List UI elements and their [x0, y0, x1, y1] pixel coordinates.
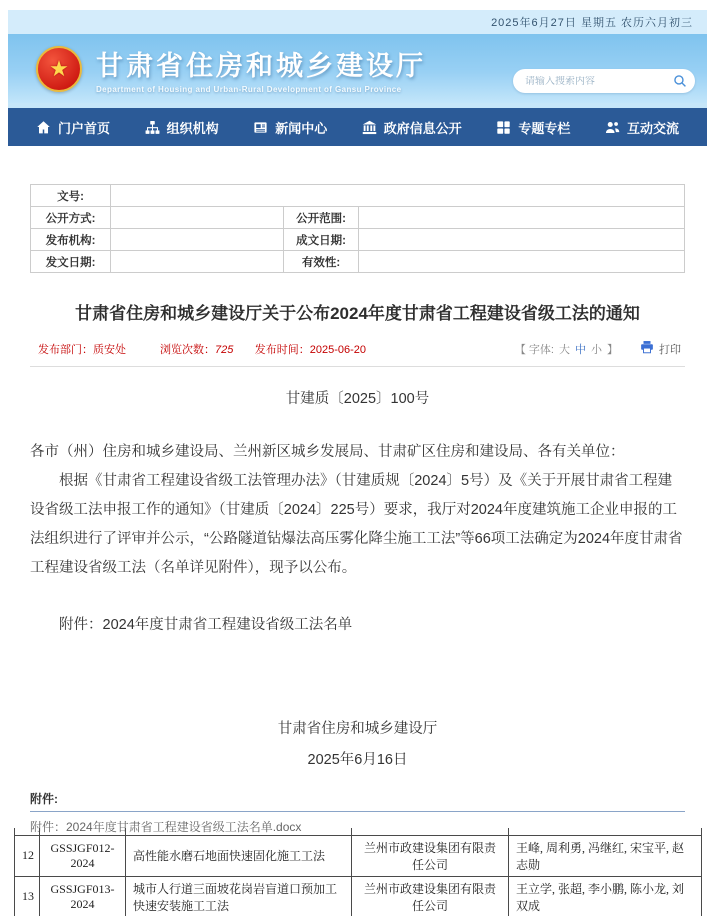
meta-row-open-mode [31, 207, 685, 229]
nav-item-label: 组织机构 [166, 120, 219, 136]
nav-item-organization[interactable] [145, 118, 219, 137]
main-nav [8, 108, 707, 146]
topbar [8, 10, 707, 34]
page-title: 甘肃省住房和城乡建设厅关于公布2024年度甘肃省工程建设省级工法的通知 [75, 304, 640, 323]
meta-row-publisher [31, 229, 685, 251]
attachments-heading: 附件: [30, 790, 685, 812]
table-row-clipped [15, 828, 702, 835]
document-meta-table [30, 184, 685, 273]
validity-label: 有效性: [284, 251, 359, 273]
meta-row-doc-number [31, 185, 685, 207]
print-button[interactable]: 打印 [640, 340, 681, 357]
signature-block [30, 714, 685, 776]
nav-item-label: 门户首页 [58, 120, 111, 136]
font-size-widget: 【 字体: 大 中 小 】 [515, 341, 618, 357]
contributor-names: 王立学, 张超, 李小鹏, 陈小龙, 刘双成 [509, 876, 702, 916]
main-paragraph: 根据《甘肃省工程建设省级工法管理办法》（甘建质规〔2024〕5号）及《关于开展甘肃省工程建设省级工法申报工作的通知》（甘建质〔2024〕225号）要求，我厅对2024年度建筑施工企业申报的工法组织进行了评审并公示，“公路隧道钻爆法高压雾化降尘施工工法”等66项工法确定为2024年度甘肃省工程建设省级工法（名单详见附件），现予以公布。 [30, 473, 683, 576]
attachment-reference: 附件：2024年度甘肃省工程建设省级工法名单 [59, 617, 353, 633]
sitemap-icon [145, 120, 160, 135]
method-list-table-section [14, 828, 702, 916]
bank-icon [362, 120, 377, 135]
method-name: 高性能水磨石地面快速固化施工工法 [126, 835, 352, 876]
font-size-large-button[interactable]: 大 [559, 343, 570, 356]
view-count: 浏览次数：725 [160, 343, 234, 356]
written-date-label: 成文日期: [284, 229, 359, 251]
salutation-paragraph: 各市（州）住房和城乡建设局、兰州新区城乡发展局、甘肃矿区住房和建设局、各有关单位： [30, 444, 625, 460]
current-date: 2025年6月27日 星期五 农历六月初三 [491, 17, 693, 29]
official-doc-number: 甘建质〔2025〕100号 [285, 391, 430, 407]
grid-icon [496, 120, 511, 135]
contributor-names: 王峰, 周利勇, 冯继红, 宋宝平, 赵志勋 [509, 835, 702, 876]
site-subtitle-en: Department of Housing and Urban-Rural Development of Gansu Province [96, 84, 402, 94]
method-name: 城市人行道三面坡花岗岩盲道口预加工快速安装施工工法 [126, 876, 352, 916]
open-scope-label: 公开范围: [284, 207, 359, 229]
row-number: 13 [15, 876, 40, 916]
search-input[interactable] [525, 76, 673, 87]
company-name: 兰州市政建设集团有限责任公司 [352, 835, 509, 876]
article-body [30, 438, 685, 640]
method-code: GSSJGF013-2024 [40, 876, 126, 916]
validity-value [359, 251, 685, 273]
publisher-label: 发布机构: [31, 229, 111, 251]
nav-item-interaction[interactable] [605, 118, 679, 137]
open-mode-label: 公开方式: [31, 207, 111, 229]
nav-item-home[interactable] [36, 118, 110, 137]
search-box[interactable] [513, 69, 695, 93]
printer-icon [640, 340, 654, 357]
company-name: 兰州市政建设集团有限责任公司 [352, 876, 509, 916]
article-meta-bar [30, 340, 685, 367]
table-row [15, 835, 702, 876]
issue-date-label: 发文日期: [31, 251, 111, 273]
written-date-value [359, 229, 685, 251]
publisher-value [111, 229, 284, 251]
nav-item-gov-info[interactable] [362, 118, 462, 137]
site-title-block [96, 44, 426, 94]
site-banner [8, 34, 707, 108]
font-size-small-button[interactable]: 小 [591, 343, 602, 356]
issue-date-value [111, 251, 284, 273]
home-icon [36, 120, 51, 135]
national-emblem-icon: ★ [36, 46, 82, 92]
open-mode-value [111, 207, 284, 229]
nav-item-label: 互动交流 [626, 120, 679, 136]
signature-org: 甘肃省住房和城乡建设厅 [277, 721, 438, 737]
table-row [15, 876, 702, 916]
nav-item-label: 政府信息公开 [383, 120, 462, 136]
method-code: GSSJGF012-2024 [40, 835, 126, 876]
nav-item-news[interactable] [253, 118, 327, 137]
publish-time: 发布时间：2025-06-20 [254, 343, 367, 356]
nav-item-label: 新闻中心 [275, 120, 328, 136]
doc-number-label: 文号: [31, 185, 111, 207]
article-page [0, 184, 715, 836]
nav-item-topics[interactable] [496, 118, 570, 137]
people-icon [605, 120, 620, 135]
publish-dept: 发布部门：质安处 [38, 343, 126, 356]
meta-row-issue-date [31, 251, 685, 273]
site-title: 甘肃省住房和城乡建设厅 [96, 50, 426, 81]
font-size-medium-button[interactable]: 中 [575, 343, 586, 356]
newspaper-icon [253, 120, 268, 135]
search-icon[interactable] [673, 74, 687, 88]
open-scope-value [359, 207, 685, 229]
row-number: 12 [15, 835, 40, 876]
signature-date: 2025年6月16日 [307, 752, 408, 768]
nav-item-label: 专题专栏 [518, 120, 571, 136]
attachment-file-link[interactable]: 附件：2024年度甘肃省工程建设省级工法名单.docx [30, 820, 302, 834]
doc-number-value [111, 185, 685, 207]
method-list-table [14, 828, 702, 916]
site-header [8, 10, 707, 108]
